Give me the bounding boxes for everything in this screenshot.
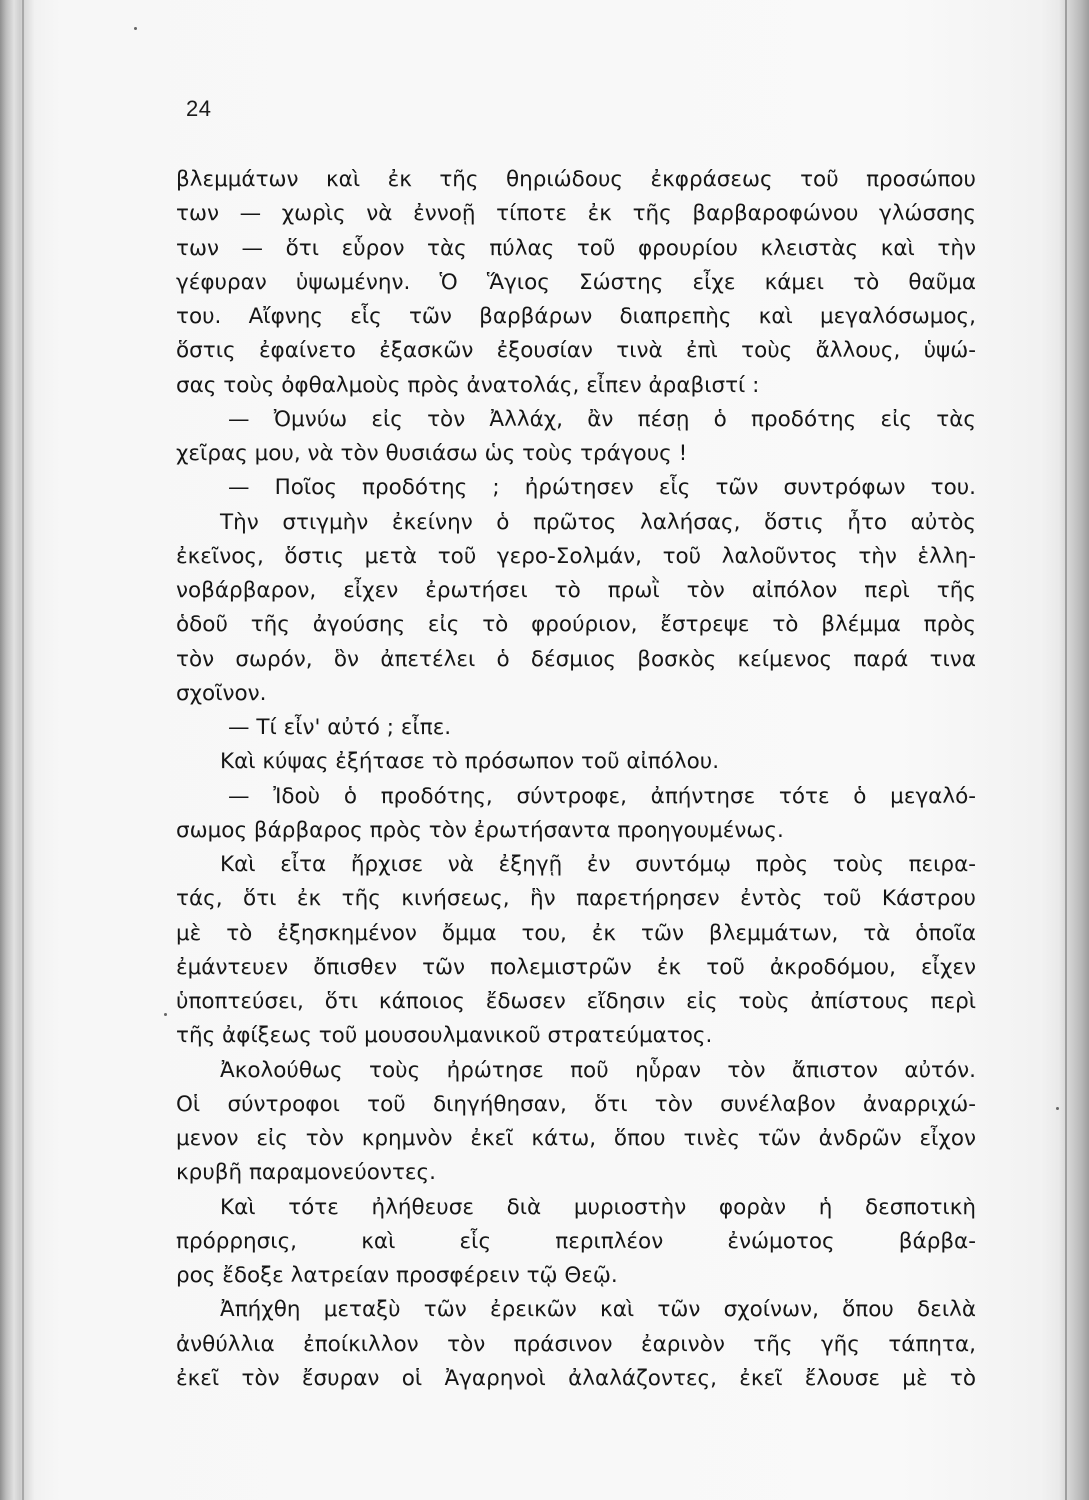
text-line: τὸν σωρόν, ὃν ἀπετέλει ὁ δέσμιος βοσκὸς κείμενος παρά τινα: [176, 646, 976, 672]
page-stack-left-line: [22, 0, 24, 1500]
text-line: Τὴν στιγμὴν ἐκείνην ὁ πρῶτος λαλήσας, ὅστις ἦτο αὐτὸς: [220, 509, 976, 535]
text-line: χεῖρας μου, νὰ τὸν θυσιάσω ὡς τοὺς τράγους !: [176, 441, 688, 466]
body-text: [176, 163, 976, 1396]
text-line: κρυβῆ παραμονεύοντες.: [176, 1160, 436, 1186]
text-line: γέφυραν ὑψωμένην. Ὁ Ἅγιος Σώστης εἶχε κάμει τὸ θαῦμα: [176, 269, 976, 295]
text-line: μὲ τὸ ἐξησκημένον ὄμμα του, ἐκ τῶν βλεμμάτων, τὰ ὁποῖα: [176, 920, 976, 946]
page-stack-left-edge: [0, 0, 34, 1500]
text-line: σωμος βάρβαρος πρὸς τὸν ἐρωτήσαντα προηγουμένως.: [176, 817, 784, 843]
text-line: νοβάρβαρον, εἶχεν ἐρωτήσει τὸ πρωῒ τὸν αἰπόλον περὶ τῆς: [176, 578, 976, 603]
text-line: ὅστις ἐφαίνετο ἐξασκῶν ἐξουσίαν τινὰ ἐπὶ τοὺς ἄλλους, ὑψώ-: [176, 338, 976, 364]
text-line: ὑποπτεύσει, ὅτι κάποιος ἔδωσεν εἴδησιν εἰς τοὺς ἀπίστους περὶ: [176, 989, 976, 1014]
text-line: Καὶ κύψας ἐξήτασε τὸ πρόσωπον τοῦ αἰπόλου.: [220, 749, 720, 775]
text-line: ἐκεῖ τὸν ἔσυραν οἱ Ἀγαρηνοὶ ἀλαλάζοντες, ἐκεῖ ἔλουσε μὲ τὸ: [176, 1365, 976, 1391]
text-line: ἐκεῖνος, ὅστις μετὰ τοῦ γερο-Σολμάν, τοῦ λαλοῦντος τὴν ἑλλη-: [176, 543, 976, 569]
scan-speck: [134, 27, 137, 30]
text-line: Ἀπήχθη μεταξὺ τῶν ἐρεικῶν καὶ τῶν σχοίνων, ὅπου δειλὰ: [220, 1297, 976, 1323]
text-line: τάς, ὅτι ἐκ τῆς κινήσεως, ἣν παρετήρησεν ἐντὸς τοῦ Κάστρου: [176, 886, 976, 912]
text-line: τῆς ἀφίξεως τοῦ μουσουλμανικοῦ στρατεύματος.: [176, 1023, 713, 1049]
text-line: Καὶ τότε ἠλήθευσε διὰ μυριοστὴν φορὰν ἡ δεσποτικὴ: [220, 1194, 976, 1220]
text-line: Καὶ εἶτα ἤρχισε νὰ ἐξηγῇ ἐν συντόμῳ πρὸς τοὺς πειρα-: [220, 852, 976, 877]
text-line: του. Αἴφνης εἷς τῶν βαρβάρων διαπρεπὴς καὶ μεγαλόσωμος,: [176, 304, 976, 329]
text-line: Οἱ σύντροφοι τοῦ διηγήθησαν, ὅτι τὸν συνέλαβον ἀναρριχώ-: [176, 1091, 976, 1117]
scan-speck: [164, 1013, 167, 1016]
text-line: σας τοὺς ὀφθαλμοὺς πρὸς ἀνατολάς, εἶπεν ἀραβιστί :: [176, 372, 760, 398]
text-line: μενον εἰς τὸν κρημνὸν ἐκεῖ κάτω, ὅπου τινὲς τῶν ἀνδρῶν εἶχον: [176, 1126, 976, 1151]
scan-speck: [1056, 1107, 1059, 1110]
page-right-fold-line: [1065, 0, 1067, 1500]
page-number: 24: [186, 96, 212, 121]
text-line: των — ὅτι εὗρον τὰς πύλας τοῦ φρουρίου κλειστὰς καὶ τὴν: [176, 235, 976, 261]
text-line: πρόρρησις, καὶ εἷς περιπλέον ἐνώμοτος βάρβα-: [176, 1228, 976, 1254]
page-right-shadow: [1059, 0, 1089, 1500]
text-line: ὁδοῦ τῆς ἀγούσης εἰς τὸ φρούριον, ἔστρεψε τὸ βλέμμα πρὸς: [176, 612, 976, 638]
text-line: σχοῖνον.: [176, 680, 267, 706]
text-line: βλεμμάτων καὶ ἐκ τῆς θηριώδους ἐκφράσεως τοῦ προσώπου: [176, 167, 976, 192]
text-line: — Ἰδοὺ ὁ προδότης, σύντροφε, ἀπήντησε τότε ὁ μεγαλό-: [228, 783, 976, 809]
text-line: ρος ἔδοξε λατρείαν προσφέρειν τῷ Θεῷ.: [176, 1263, 618, 1288]
text-line: — Ποῖος προδότης ; ἠρώτησεν εἷς τῶν συντρόφων του.: [228, 475, 976, 501]
text-line: Ἀκολούθως τοὺς ἠρώτησε ποῦ ηὗραν τὸν ἄπιστον αὐτόν.: [220, 1057, 976, 1083]
text-line: — Ὀμνύω εἰς τὸν Ἀλλάχ, ἂν πέσῃ ὁ προδότης εἰς τὰς: [228, 406, 976, 432]
text-line: ἐμάντευεν ὄπισθεν τῶν πολεμιστρῶν ἐκ τοῦ ἀκροδόμου, εἶχεν: [176, 954, 976, 980]
text-line: — Τί εἶν' αὐτό ; εἶπε.: [228, 715, 452, 740]
text-line: ἀνθύλλια ἐποίκιλλον τὸν πράσινον ἐαρινὸν τῆς γῆς τάπητα,: [176, 1331, 976, 1357]
text-line: των — χωρὶς νὰ ἐννοῇ τίποτε ἐκ τῆς βαρβαροφώνου γλώσσης: [176, 201, 976, 227]
